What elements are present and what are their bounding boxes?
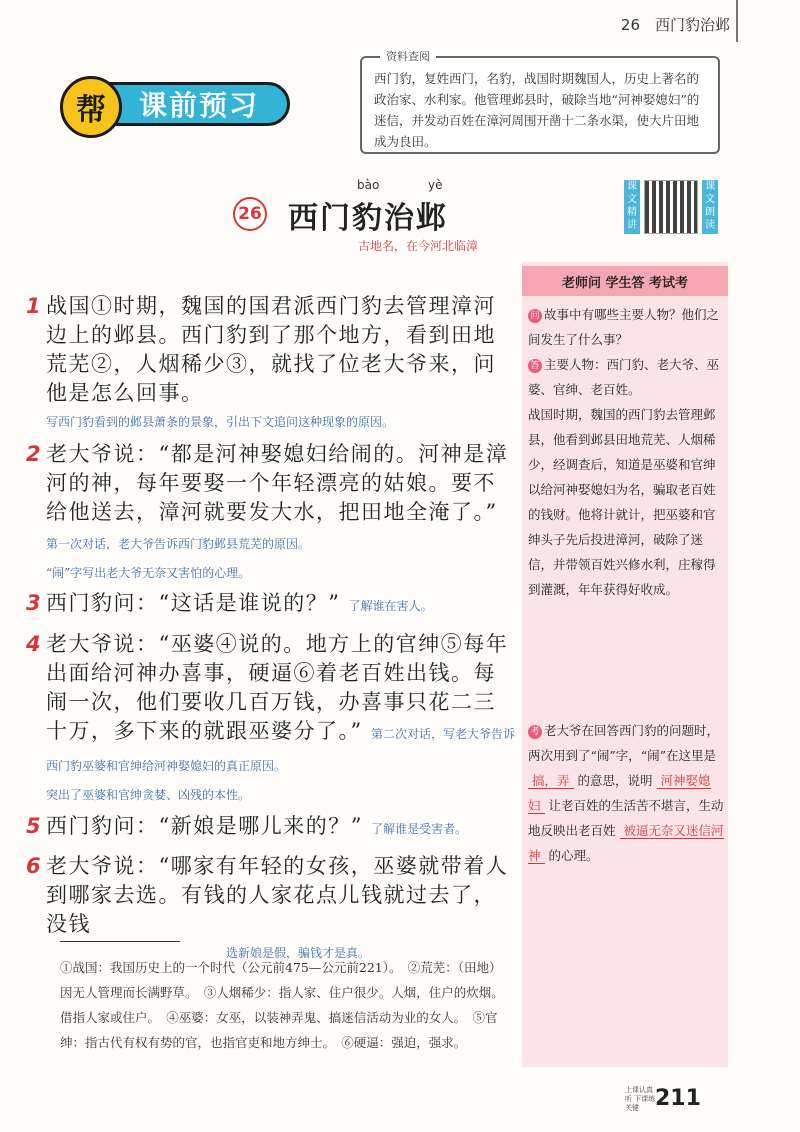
- banner-badge: 帮: [60, 76, 122, 138]
- answer-fill: 河神娶媳妇: [528, 773, 711, 813]
- answer-main: 主要人物：西门豹、老大爷、巫婆、官绅、老百姓。: [528, 357, 720, 397]
- answer-detail: 战国时期，魏国的西门豹去管理邺县，他看到邺县田地荒芜、人烟稀少，经调查后，知道是巫婆和官绅以给河神娶媳妇为名，骗取老百姓的钱财。他将计就计，把巫婆和官绅头子先后投进漳河，破除了迷信，并带领百姓兴修水利，庄稼得到灌溉，年年获得好收成。: [528, 407, 716, 597]
- answer-1: [528, 352, 724, 602]
- paragraph-number: 6: [26, 854, 43, 878]
- answer-icon: 答: [528, 359, 542, 373]
- paragraph-number: 4: [26, 632, 43, 656]
- paragraph-6: [26, 852, 516, 968]
- question-text: 让老百姓的生活苦不堪言，生动地反映出老百姓: [528, 798, 724, 838]
- reference-box: [360, 56, 720, 154]
- paragraph-text: 战国①时期，魏国的国君派西门豹去管理漳河边上的邺县。西门豹到了那个地方，看到田地荒芜②，人烟稀少③，就找了位老大爷来，问他是怎么回事。: [46, 294, 496, 405]
- question-text: 的意思，说明: [577, 773, 653, 788]
- question-text: 的心理。: [548, 848, 599, 863]
- tag-explain[interactable]: 课文精讲: [624, 180, 640, 234]
- paragraph-number: 3: [26, 591, 43, 615]
- question-1: [528, 302, 724, 352]
- paragraph-5: [26, 812, 516, 844]
- paragraph-note: 第一次对话，老大爷告诉西门豹邺县荒芜的原因。: [46, 537, 311, 551]
- paragraph-note: 写西门豹看到的邺县萧条的景象，引出下文追问这种现象的原因。: [46, 415, 395, 429]
- running-head: 26 西门豹治邺: [620, 16, 730, 34]
- paragraph-text: 西门豹问：“新娘是哪儿来的？”: [46, 814, 363, 838]
- preview-banner: [60, 76, 290, 130]
- header-divider: [736, 0, 738, 42]
- paragraph-1: [26, 292, 516, 437]
- sidebar-header: 老师问 学生答 考试考: [522, 266, 728, 296]
- paragraph-gloss: 突出了巫婆和官绅贪婪、凶残的本性。: [46, 788, 251, 802]
- question-text: 故事中有哪些主要人物？他们之间发生了什么事？: [528, 307, 720, 347]
- paragraph-2: [26, 440, 516, 588]
- exam-icon: 考: [528, 725, 542, 739]
- paragraph-text: 老大爷说：“哪家有年轻的女孩，巫婆就带着人到哪家去选。有钱的人家花点儿钱就过去了，没钱: [46, 854, 509, 936]
- paragraph-note: 了解谁在害人。: [348, 599, 433, 613]
- paragraph-note: 第二次对话，写老大爷告诉西门豹巫婆和官绅给河神娶媳妇的真正原因。: [46, 727, 515, 773]
- reference-tag: 资料查阅: [380, 48, 436, 64]
- lesson-number: 26: [233, 197, 267, 231]
- paragraph-text: 老大爷说：“巫婆④说的。地方上的官绅⑤每年出面给河神办喜事，硬逼⑥着老百姓出钱。每闹一次，他们要收几百万钱，办喜事只花二三十万，多下来的就跟巫婆分了。”: [46, 632, 509, 743]
- qr-code[interactable]: [644, 180, 698, 234]
- paragraph-3: [26, 589, 516, 621]
- question-text: 老大爷在回答西门豹的问题时，两次用到了“闹”字，“闹”在这里是: [528, 723, 720, 763]
- paragraph-note: 了解谁是受害者。: [371, 822, 468, 836]
- reference-text: 西门豹，复姓西门，名豹，战国时期魏国人，历史上著名的政治家、水利家。他管理邺县时，破除当地“河神娶媳妇”的迷信，并发动百姓在漳河周围开凿十二条水渠，使大片田地成为良田。: [374, 71, 700, 149]
- banner-label: 课前预习: [100, 82, 290, 126]
- paragraph-text: 西门豹问：“这话是谁说的？”: [46, 591, 341, 615]
- footer-label: 上课认真听 下课练关键: [625, 1086, 656, 1112]
- lesson-title: 西门豹治邺: [288, 201, 448, 236]
- title-pinyin-bao: bào: [357, 178, 380, 192]
- footnotes: ①战国：我国历史上的一个时代（公元前475—公元前221）。 ②荒芜：（田地）因无人管理而长满野草。 ③人烟稀少：指人家、住户很少。人烟，住户的炊烟。借指人家或住户。 ④巫婆：女巫，以装神弄鬼、搞迷信活动为业的女人。 ⑤官绅：指古代有权有势的官，也指官吏和地方绅士。 ⑥硬逼：强迫，强求。: [60, 960, 504, 1050]
- paragraph-number: 2: [26, 442, 43, 466]
- paragraph-gloss: “闹”字写出老大爷无奈又害怕的心理。: [46, 566, 251, 580]
- question-2: [528, 718, 724, 868]
- footnote-divider: [60, 941, 180, 942]
- title-pinyin-ye: yè: [428, 178, 443, 192]
- paragraph-text: 老大爷说：“都是河神娶媳妇给闹的。河神是漳河的神，每年要娶一个年轻漂亮的姑娘。要不给他送去，漳河就要发大水，把田地全淹了。”: [46, 442, 509, 524]
- paragraph-gloss: 选新娘是假，骗钱才是真。: [226, 946, 371, 960]
- answer-fill: 搞，弄: [528, 773, 574, 789]
- page-number: 211: [655, 1086, 701, 1111]
- ask-icon: 问: [528, 309, 542, 323]
- tag-read[interactable]: 课文朗读: [702, 180, 718, 234]
- paragraph-4: [26, 630, 516, 810]
- answer-fill: 被逼无奈又迷信河神: [528, 823, 724, 863]
- paragraph-number: 5: [26, 814, 43, 838]
- title-note: 古地名，在今河北临漳: [358, 239, 479, 253]
- paragraph-number: 1: [26, 294, 43, 318]
